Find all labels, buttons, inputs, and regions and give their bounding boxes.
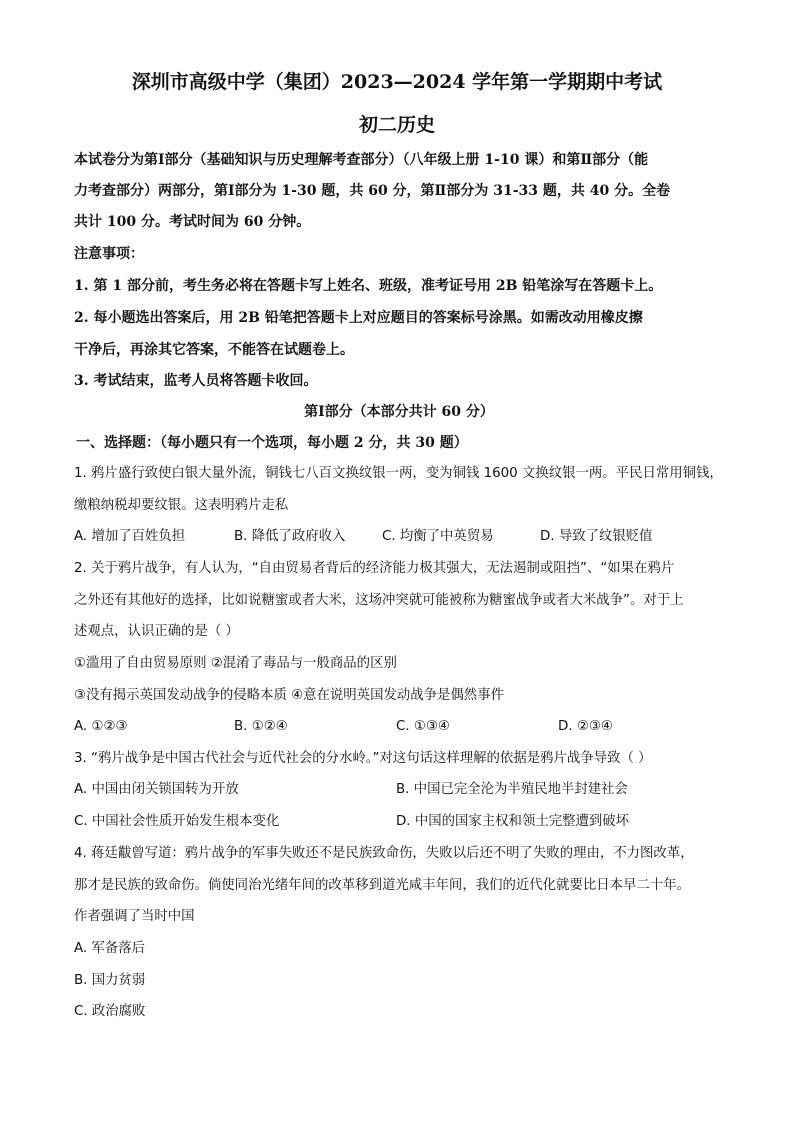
option-d[interactable]: D. 中国的国家主权和领土完整遭到破坏 <box>396 814 630 829</box>
notice-line: 3. 考试结束，监考人员将答题卡收回。 <box>74 373 318 389</box>
option-a[interactable]: A. 中国由闭关锁国转为开放 <box>74 782 239 797</box>
section-heading: 一、选择题：（每小题只有一个选项，每小题 2 分，共 30 题） <box>76 435 468 451</box>
question-text: 那才是民族的致命伤。倘使同治光绪年间的改革移到道光咸丰年间，我们的近代化就要比日本早二十年。 <box>74 878 690 893</box>
option-d[interactable]: D. ②③④ <box>558 719 613 734</box>
exam-subject: 初二历史 <box>358 114 435 136</box>
option-c[interactable]: C. 政治腐败 <box>74 1004 146 1019</box>
question-text: 1. 鸦片盛行致使白银大量外流，铜钱七八百文换纹银一两，变为铜钱 1600 文换纹银一两。平民日常用铜钱， <box>74 466 723 481</box>
option-a[interactable]: A. 军备落后 <box>74 941 145 956</box>
question-text: 2. 关于鸦片战争，有人认为，“自由贸易者背后的经济能力极其强大，无法遏制或阻挡”、“如果在鸦片 <box>74 561 675 576</box>
notice-line: 2. 每小题选出答案后，用 2B 铅笔把答题卡上对应题目的答案标号涂黑。如需改动用橡皮擦 <box>74 310 643 326</box>
question-text: 缴粮纳税却要纹银。这表明鸦片走私 <box>74 498 289 513</box>
notice-heading: 注意事项： <box>74 246 144 262</box>
question-text: 之外还有其他好的选择，比如说糖蜜或者大米，这场冲突就可能被称为糖蜜战争或者大米战争”。对于上 <box>74 593 684 608</box>
intro-line: 本试卷分为第Ⅰ部分（基础知识与历史理解考查部分）（八年级上册 1-10 课）和第Ⅱ部分（能 <box>74 152 649 168</box>
part1-heading: 第Ⅰ部分（本部分共计 60 分） <box>304 404 494 420</box>
option-b[interactable]: B. 降低了政府收入 <box>234 529 346 544</box>
option-b[interactable]: B. ①②④ <box>234 719 288 734</box>
option-c[interactable]: C. 均衡了中英贸易 <box>382 529 494 544</box>
statement-line: ①滥用了自由贸易原则 ②混淆了毒品与一般商品的区别 <box>74 656 397 671</box>
question-text: 述观点，认识正确的是（ ） <box>74 624 239 639</box>
option-b[interactable]: B. 中国已完全沦为半殖民地半封建社会 <box>396 782 628 797</box>
option-b[interactable]: B. 国力贫弱 <box>74 973 146 988</box>
notice-line: 干净后，再涂其它答案，不能答在试题卷上。 <box>74 342 354 358</box>
statement-line: ③没有揭示英国发动战争的侵略本质 ④意在说明英国发动战争是偶然事件 <box>74 688 504 703</box>
intro-line: 共计 100 分。考试时间为 60 分钟。 <box>74 214 311 230</box>
question-text: 作者强调了当时中国 <box>74 909 195 924</box>
option-d[interactable]: D. 导致了纹银贬值 <box>540 529 653 544</box>
notice-line: 1. 第 1 部分前，考生务必将在答题卡写上姓名、班级，准考证号用 2B 铅笔涂写在答题卡上。 <box>74 278 663 294</box>
intro-line: 力考查部分）两部分，第Ⅰ部分为 1-30 题，共 60 分，第Ⅱ部分为 31-33 题，共 40 分。全卷 <box>74 183 671 199</box>
question-text: 3. “鸦片战争是中国古代社会与近代社会的分水岭。”对这句话这样理解的依据是鸦片战争导致（ ） <box>74 751 652 766</box>
option-a[interactable]: A. 增加了百姓负担 <box>74 529 186 544</box>
option-c[interactable]: C. ①③④ <box>396 719 450 734</box>
option-c[interactable]: C. 中国社会性质开始发生根本变化 <box>74 814 280 829</box>
question-text: 4. 蒋廷黻曾写道：鸦片战争的军事失败还不是民族致命伤，失败以后还不明了失败的理由，不力图改革， <box>74 846 694 861</box>
exam-title: 深圳市高级中学（集团）2023—2024 学年第一学期期中考试 <box>131 71 663 93</box>
option-a[interactable]: A. ①②③ <box>74 719 128 734</box>
